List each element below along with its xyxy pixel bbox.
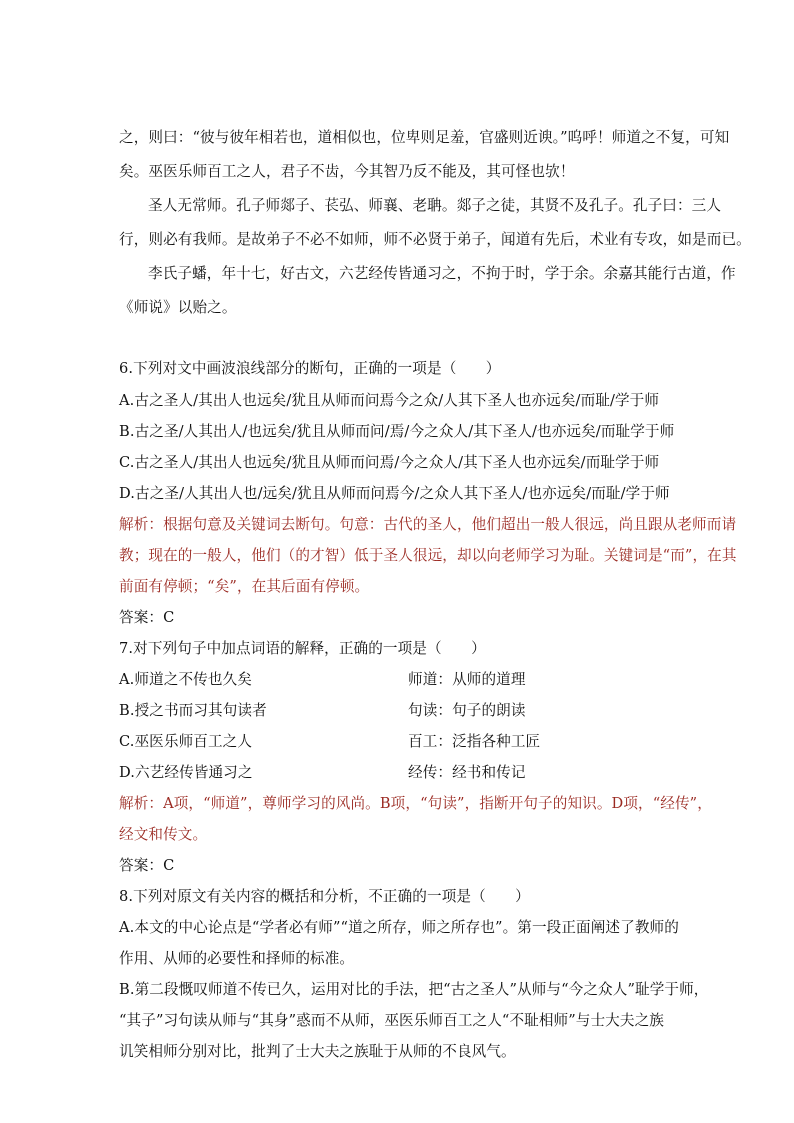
question-6-answer: 答案：C bbox=[119, 609, 175, 626]
question-6-analysis: 解析：根据句意及关键词去断句。句意：古代的圣人，他们超出一般人很远，尚且跟从老师而请 bbox=[119, 516, 737, 533]
passage-line: 《师说》以贻之。 bbox=[119, 299, 237, 316]
question-7-option-a bbox=[119, 670, 526, 690]
option-sentence: A.师道之不传也久矣 bbox=[119, 671, 252, 688]
option-sentence: C.巫医乐师百工之人 bbox=[119, 733, 253, 750]
question-7-option-b bbox=[119, 701, 526, 721]
question-8-option-b: 讥笑相师分别对比，批判了士大夫之族耻于从师的不良风气。 bbox=[119, 1043, 516, 1060]
question-6-option-d: D.古之圣/人其出人也/远矣/犹且从师而问焉今/之众人其下圣人/也亦远矣/而耻/学于师 bbox=[119, 485, 670, 502]
passage-line: 行，则必有我师。是故弟子不必不如师，师不必贤于弟子，闻道有先后，术业有专攻，如是而已。 bbox=[119, 231, 751, 248]
question-7-stem: 7.对下列句子中加点词语的解释，正确的一项是（ ） bbox=[119, 640, 486, 657]
question-6-option-b: B.古之圣/人其出人/也远矣/犹且从师而问/焉/今之众人/其下圣人/也亦远矣/而耻学于师 bbox=[119, 423, 675, 440]
question-8-option-a: A.本文的中心论点是“学者必有师”“道之所存，师之所存也”。第一段正面阐述了教师的 bbox=[119, 919, 679, 936]
passage-line: 圣人无常师。孔子师郯子、苌弘、师襄、老聃。郯子之徒，其贤不及孔子。孔子曰：三人 bbox=[148, 197, 722, 214]
option-explanation: 百工：泛指各种工匠 bbox=[408, 733, 541, 750]
question-7-analysis: 经文和传文。 bbox=[119, 826, 208, 843]
question-8-option-b: “其子”习句读从师与“其身”惑而不从师，巫医乐师百工之人“不耻相师”与士大夫之族 bbox=[119, 1012, 664, 1029]
passage-line: 李氏子蟠，年十七，好古文，六艺经传皆通习之，不拘于时，学于余。余嘉其能行古道，作 bbox=[148, 265, 736, 282]
option-explanation: 师道：从师的道理 bbox=[408, 671, 526, 688]
question-6-option-a: A.古之圣人/其出人也远矣/犹且从师而问焉今之众/人其下圣人也亦远矣/而耻/学于师 bbox=[119, 392, 660, 409]
option-sentence: B.授之书而习其句读者 bbox=[119, 702, 267, 719]
question-6-analysis: 教；现在的一般人，他们（的才智）低于圣人很远，却以向老师学习为耻。关键词是“而”，在其 bbox=[119, 547, 737, 564]
question-6-stem: 6.下列对文中画波浪线部分的断句，正确的一项是（ ） bbox=[119, 360, 501, 377]
option-sentence: D.六艺经传皆通习之 bbox=[119, 764, 253, 781]
option-explanation: 句读：句子的朗读 bbox=[408, 702, 526, 719]
question-6-analysis: 前面有停顿；“矣”，在其后面有停顿。 bbox=[119, 578, 370, 595]
question-8-option-b: B.第二段慨叹师道不传已久，运用对比的手法，把“古之圣人”从师与“今之众人”耻学于师， bbox=[119, 981, 709, 998]
passage-line: 矣。巫医乐师百工之人，君子不齿，今其智乃反不能及，其可怪也欤！ bbox=[119, 163, 575, 180]
question-8-option-a: 作用、从师的必要性和择师的标准。 bbox=[119, 950, 355, 967]
question-7-option-c bbox=[119, 732, 541, 752]
question-7-option-d bbox=[119, 763, 526, 783]
question-7-analysis: 解析：A项，“师道”，尊师学习的风尚。B项，“句读”，指断开句子的知识。D项，“经传”， bbox=[119, 795, 712, 812]
option-explanation: 经传：经书和传记 bbox=[408, 764, 526, 781]
question-7-answer: 答案：C bbox=[119, 857, 175, 874]
question-8-stem: 8.下列对原文有关内容的概括和分析，不正确的一项是（ ） bbox=[119, 888, 530, 905]
passage-line: 之，则曰：“彼与彼年相若也，道相似也，位卑则足羞，官盛则近谀。”呜呼！师道之不复，可知 bbox=[119, 129, 730, 146]
question-6-option-c: C.古之圣人/其出人也远矣/犹且从师而问焉/今之众人/其下圣人也亦远矣/而耻学于师 bbox=[119, 454, 660, 471]
